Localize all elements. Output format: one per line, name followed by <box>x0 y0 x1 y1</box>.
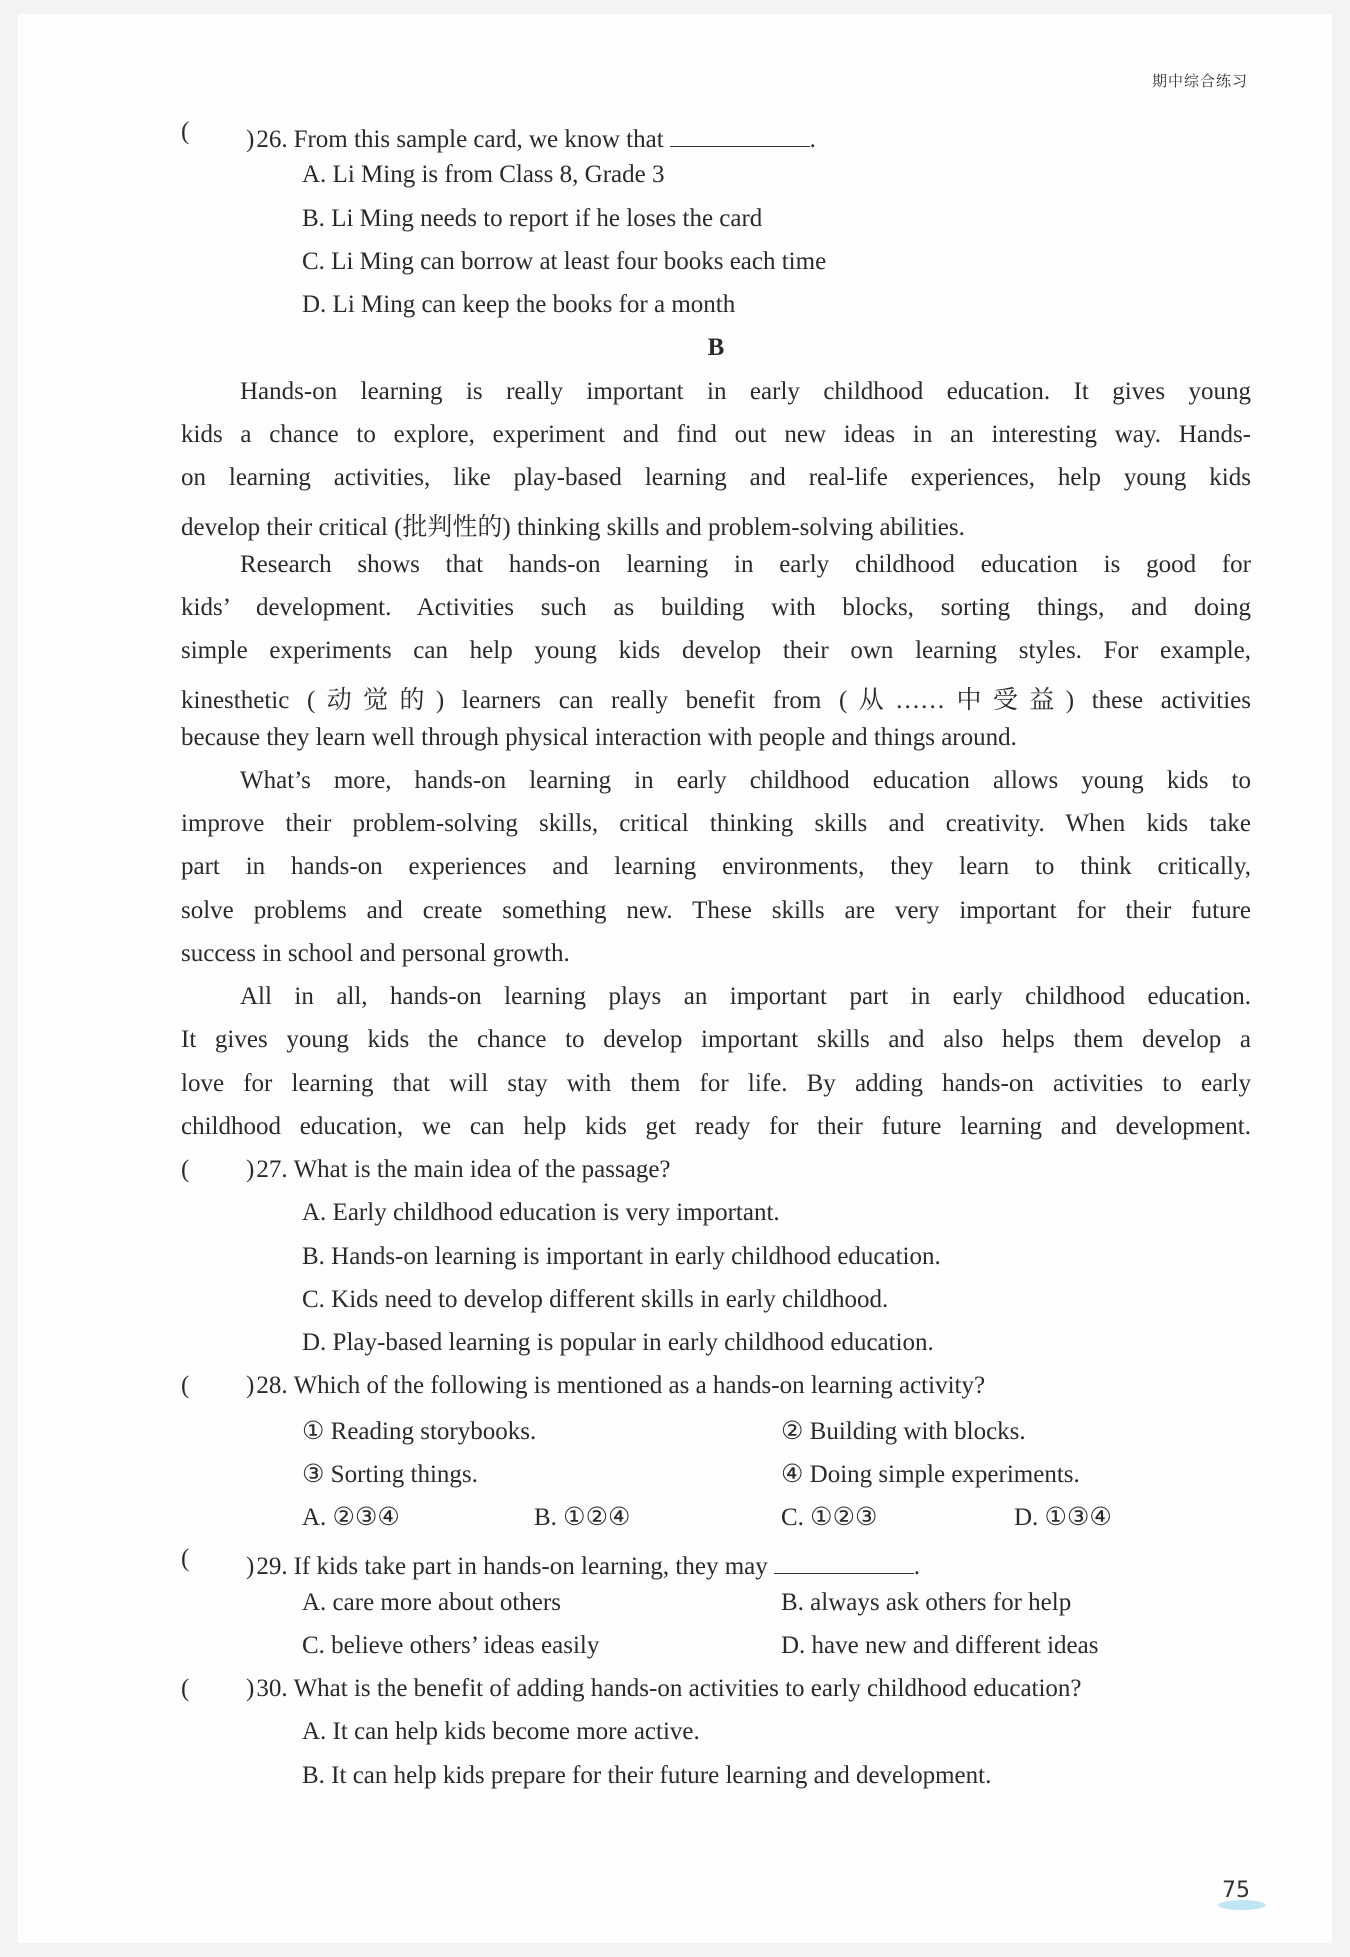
passage-line: love for learning that will stay with them for life. By adding hands-on activities to early <box>181 1069 1251 1097</box>
passage-line: What’s more, hands-on learning in early childhood education allows young kids to <box>240 766 1251 794</box>
option: D. have new and different ideas <box>781 1631 1099 1659</box>
passage-line: Research shows that hands-on learning in early childhood education is good for <box>240 550 1251 578</box>
answer-bracket-open: ( <box>181 1372 190 1400</box>
option: B. Hands-on learning is important in early childhood education. <box>302 1242 941 1270</box>
option: A. care more about others <box>302 1588 561 1616</box>
answer-bracket-close: ) <box>246 1372 255 1400</box>
option: B. Li Ming needs to report if he loses the card <box>302 204 763 232</box>
textbook-page <box>18 14 1332 1943</box>
option: C. Kids need to develop different skills in early childhood. <box>302 1285 889 1313</box>
option: ③ Sorting things. <box>302 1460 478 1488</box>
passage-line: because they learn well through physical interaction with people and things around. <box>181 723 1017 751</box>
question-30 <box>246 1675 1082 1718</box>
question-text: What is the main idea of the passage? <box>293 1156 671 1183</box>
question-number: 30. <box>256 1675 288 1702</box>
question-text: If kids take part in hands-on learning, they may <box>293 1553 768 1581</box>
answer-bracket-open: ( <box>181 1675 190 1702</box>
passage-line: All in all, hands-on learning plays an important part in early childhood education. <box>240 983 1251 1010</box>
passage-line: success in school and personal growth. <box>181 939 570 967</box>
answer-bracket-open: ( <box>181 1545 190 1573</box>
answer-blank <box>670 118 810 147</box>
passage-line: simple experiments can help young kids develop their own learning styles. For example, <box>181 637 1251 664</box>
option: B. always ask others for help <box>781 1588 1072 1616</box>
passage-line: develop their critical (批判性的) thinking skills and problem-solving abilities. <box>181 514 965 542</box>
question-28 <box>246 1372 985 1415</box>
option: A. It can help kids become more active. <box>302 1718 700 1746</box>
option: D. Li Ming can keep the books for a month <box>302 291 736 318</box>
option: C. ①②③ <box>781 1504 878 1531</box>
question-text: From this sample card, we know that <box>293 126 664 153</box>
option: B. It can help kids prepare for their future learning and development. <box>302 1761 992 1789</box>
question-number: 27. <box>256 1156 288 1183</box>
passage-line: kids’ development. Activities such as building with blocks, sorting things, and doing <box>181 593 1251 621</box>
option: D. ①③④ <box>1014 1504 1112 1531</box>
answer-bracket-close: ) <box>246 1553 255 1581</box>
passage-line: It gives young kids the chance to develop important skills and also helps them develop a <box>181 1026 1251 1054</box>
question-text: What is the benefit of adding hands-on activities to early childhood education? <box>293 1675 1082 1702</box>
question-number: 29. <box>256 1553 288 1581</box>
section-header: 期中综合练习 <box>1152 72 1249 90</box>
option: ④ Doing simple experiments. <box>781 1460 1080 1488</box>
question-29 <box>246 1545 920 1588</box>
section-heading: B <box>707 334 725 362</box>
option: D. Play-based learning is popular in early childhood education. <box>302 1329 934 1356</box>
question-text: Which of the following is mentioned as a hands-on learning activity? <box>293 1372 986 1400</box>
option: ② Building with blocks. <box>781 1417 1026 1445</box>
passage-line: childhood education, we can help kids get ready for their future learning and development. <box>181 1112 1251 1140</box>
question-27 <box>246 1156 671 1199</box>
option: B. ①②④ <box>534 1504 631 1531</box>
answer-bracket-close: ) <box>246 126 255 153</box>
question-26 <box>246 118 816 161</box>
period: . <box>913 1553 920 1581</box>
option: C. Li Ming can borrow at least four books each time <box>302 247 827 275</box>
option: A. Li Ming is from Class 8, Grade 3 <box>302 161 665 189</box>
option: A. Early childhood education is very important. <box>302 1199 780 1227</box>
answer-blank <box>774 1545 914 1574</box>
option: A. ②③④ <box>302 1504 400 1531</box>
passage-line: part in hands-on experiences and learning environments, they learn to think critically, <box>181 853 1251 881</box>
option: ① Reading storybooks. <box>302 1417 537 1445</box>
passage-line: Hands-on learning is really important in early childhood education. It gives young <box>240 377 1251 405</box>
question-number: 28. <box>256 1372 288 1400</box>
question-number: 26. <box>256 126 288 153</box>
passage-line: kinesthetic (动觉的) learners can really benefit from (从……中受益) these activities <box>181 687 1251 715</box>
page-number: 75 <box>1222 1878 1250 1903</box>
period: . <box>809 126 816 153</box>
passage-line: improve their problem-solving skills, critical thinking skills and creativity. When kids take <box>181 810 1251 837</box>
option: C. believe others’ ideas easily <box>302 1631 600 1659</box>
answer-bracket-open: ( <box>181 1156 190 1183</box>
answer-bracket-open: ( <box>181 118 190 145</box>
answer-bracket-close: ) <box>246 1156 255 1183</box>
passage-line: solve problems and create something new. These skills are very important for their future <box>181 896 1251 924</box>
passage-line: kids a chance to explore, experiment and find out new ideas in an interesting way. Hands- <box>181 420 1251 448</box>
passage-line: on learning activities, like play-based learning and real-life experiences, help young kids <box>181 464 1251 491</box>
answer-bracket-close: ) <box>246 1675 255 1702</box>
